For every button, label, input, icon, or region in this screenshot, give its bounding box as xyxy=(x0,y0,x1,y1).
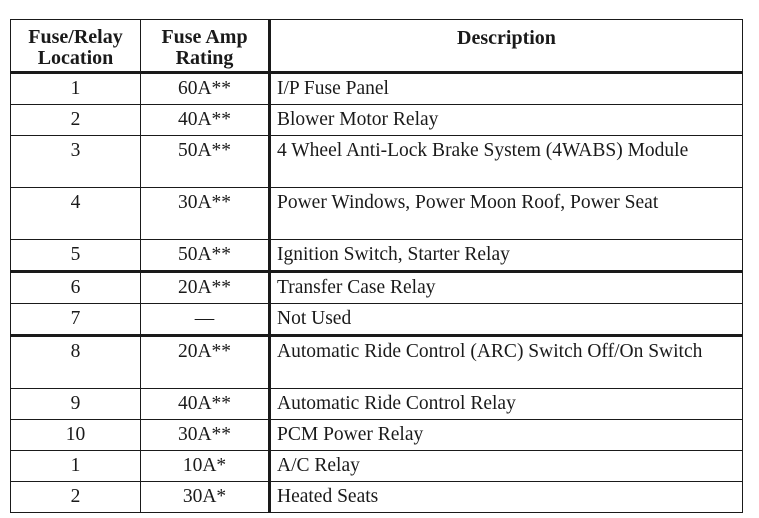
cell-amp-rating: 40A** xyxy=(141,105,270,136)
cell-description: I/P Fuse Panel xyxy=(270,73,743,105)
cell-amp-rating: 30A** xyxy=(141,420,270,451)
cell-description: Automatic Ride Control Relay xyxy=(270,389,743,420)
header-amp-line-2: Rating xyxy=(175,47,234,69)
cell-amp-rating: 20A** xyxy=(141,336,270,389)
cell-location: 3 xyxy=(11,136,141,188)
cell-description: A/C Relay xyxy=(270,451,743,482)
cell-location: 8 xyxy=(11,336,141,389)
table-row xyxy=(11,482,743,513)
cell-location: 4 xyxy=(11,188,141,240)
table-row xyxy=(11,240,743,272)
cell-location: 2 xyxy=(11,105,141,136)
header-location xyxy=(11,20,141,73)
cell-description: Power Windows, Power Moon Roof, Power Seat xyxy=(270,188,743,240)
cell-location: 1 xyxy=(11,73,141,105)
table-header xyxy=(11,20,743,73)
fuse-relay-table xyxy=(10,19,743,513)
header-description: Description xyxy=(270,20,743,73)
header-amp-line-1: Fuse Amp xyxy=(161,26,248,48)
cell-amp-rating: 30A* xyxy=(141,482,270,513)
table-body xyxy=(11,73,743,513)
cell-description: Not Used xyxy=(270,304,743,336)
table-row xyxy=(11,389,743,420)
cell-description: Ignition Switch, Starter Relay xyxy=(270,240,743,272)
cell-description: Transfer Case Relay xyxy=(270,272,743,304)
header-location-line-2: Location xyxy=(37,47,114,69)
cell-description: Blower Motor Relay xyxy=(270,105,743,136)
cell-amp-rating: 30A** xyxy=(141,188,270,240)
cell-location: 2 xyxy=(11,482,141,513)
cell-amp-rating: — xyxy=(141,304,270,336)
cell-description: 4 Wheel Anti-Lock Brake System (4WABS) Module xyxy=(270,136,743,188)
cell-amp-rating: 40A** xyxy=(141,389,270,420)
table-row xyxy=(11,336,743,389)
cell-location: 10 xyxy=(11,420,141,451)
table-row xyxy=(11,73,743,105)
cell-amp-rating: 50A** xyxy=(141,136,270,188)
header-amp-rating xyxy=(141,20,270,73)
cell-description: PCM Power Relay xyxy=(270,420,743,451)
table-row xyxy=(11,136,743,188)
cell-amp-rating: 50A** xyxy=(141,240,270,272)
table-row xyxy=(11,272,743,304)
table-row xyxy=(11,420,743,451)
cell-location: 6 xyxy=(11,272,141,304)
table-row xyxy=(11,451,743,482)
cell-amp-rating: 10A* xyxy=(141,451,270,482)
table-row xyxy=(11,105,743,136)
header-row xyxy=(11,20,743,73)
table-row xyxy=(11,304,743,336)
cell-location: 7 xyxy=(11,304,141,336)
cell-location: 9 xyxy=(11,389,141,420)
cell-amp-rating: 60A** xyxy=(141,73,270,105)
table-row xyxy=(11,188,743,240)
cell-description: Heated Seats xyxy=(270,482,743,513)
cell-location: 5 xyxy=(11,240,141,272)
header-location-line-1: Fuse/Relay xyxy=(28,26,123,48)
cell-description: Automatic Ride Control (ARC) Switch Off/On Switch xyxy=(270,336,743,389)
cell-location: 1 xyxy=(11,451,141,482)
cell-amp-rating: 20A** xyxy=(141,272,270,304)
